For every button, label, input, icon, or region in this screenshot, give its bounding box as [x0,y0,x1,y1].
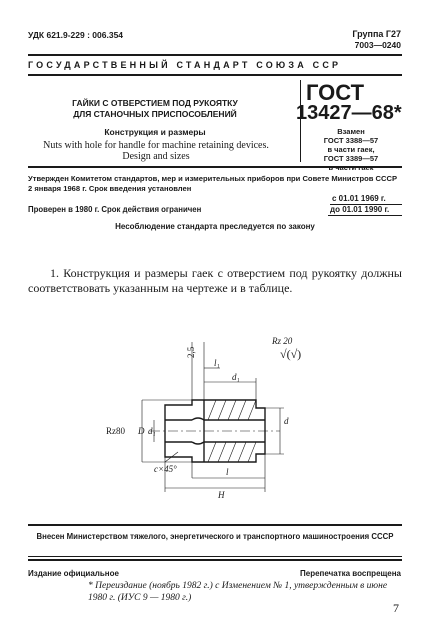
intro-rule [28,524,402,526]
nut-drawing [90,330,330,510]
gost-number: 13427—68* [296,102,402,124]
rz-left-label: Rz80 [106,426,125,436]
dim-d-label: d [284,416,289,426]
title-russian [60,98,250,120]
dim-l1-label: l₁ [214,358,220,368]
rz-top-label: Rz 20 [272,336,293,346]
udk-code: УДК 621.9-229 : 006.354 [28,30,124,40]
dim-d1-label: d₁ [148,426,156,436]
replaces-std-1: ГОСТ 3388—57 [323,136,379,145]
approval-text: Утвержден Комитетом стандартов, мер и измерительных приборов при Совете Министров СССР 2 января 1968 г. Срок введения установлен [28,174,398,193]
body-paragraph: 1. Конструкция и размеры гаек с отверстием под рукоятку должны соответствовать указанным на чертеже и в таблице. [28,266,402,295]
introduced-by: Внесен Министерством тяжелого, энергетического и транспортного машиностроения СССР [36,532,394,541]
title-ru-line2: ДЛЯ СТАНОЧНЫХ ПРИСПОСОБЛЕНИЙ [73,109,237,119]
approval-rule [28,166,402,168]
replaces-std-2: ГОСТ 3389—57 [323,154,379,163]
state-standard-banner: ГОСУДАРСТВЕННЫЙ СТАНДАРТ СОЮЗА ССР [28,60,342,70]
title-en-line1: Nuts with hole for handle for machine retaining devices. [43,140,269,151]
dim-l-label: l [226,467,229,477]
date-to-underline [328,215,402,216]
edition-official: Издание официальное [28,569,119,578]
violation-notice: Несоблюдение стандарта преследуется по закону [115,222,315,231]
title-en-line2: Design and sizes [122,151,190,162]
dim-D-label: D [138,426,145,436]
okstu-code: 7003—0240 [354,40,401,50]
date-to: до 01.01 1990 г. [330,205,390,214]
dim-d1-top-label: d₁ [232,372,240,382]
reprint-note: * Переиздание (ноябрь 1982 г.) с Изменением № 1, утвержденным в июне 1980 г. (ИУС 9 — 1980 г.) [88,581,388,603]
footer-rule-thin [28,556,402,557]
subtitle-russian: Конструкция и размеры [104,127,206,137]
dim-25-label: 2,5 [186,346,196,358]
date-from: с 01.01 1969 г. [332,194,386,203]
gost-label: ГОСТ [306,80,365,105]
replaces-label: Взамен [337,127,365,136]
chamfer-label: c×45° [154,464,177,474]
dim-H-label: H [218,490,225,500]
title-english [36,140,276,162]
surface-roughness-mark: √(√) [280,347,302,361]
checked-text: Проверен в 1980 г. Срок действия ограничен [28,205,202,214]
banner-rule [28,74,402,76]
footer-rule-thick [28,559,402,561]
title-ru-line1: ГАЙКИ С ОТВЕРСТИЕМ ПОД РУКОЯТКУ [72,98,238,108]
reprint-prohibited: Перепечатка воспрещена [300,569,401,578]
replaces-scope-1: в части гаек, [327,145,375,154]
page-number: 7 [393,601,399,615]
group-code: Группа Г27 [352,29,401,39]
top-rule [28,54,402,56]
